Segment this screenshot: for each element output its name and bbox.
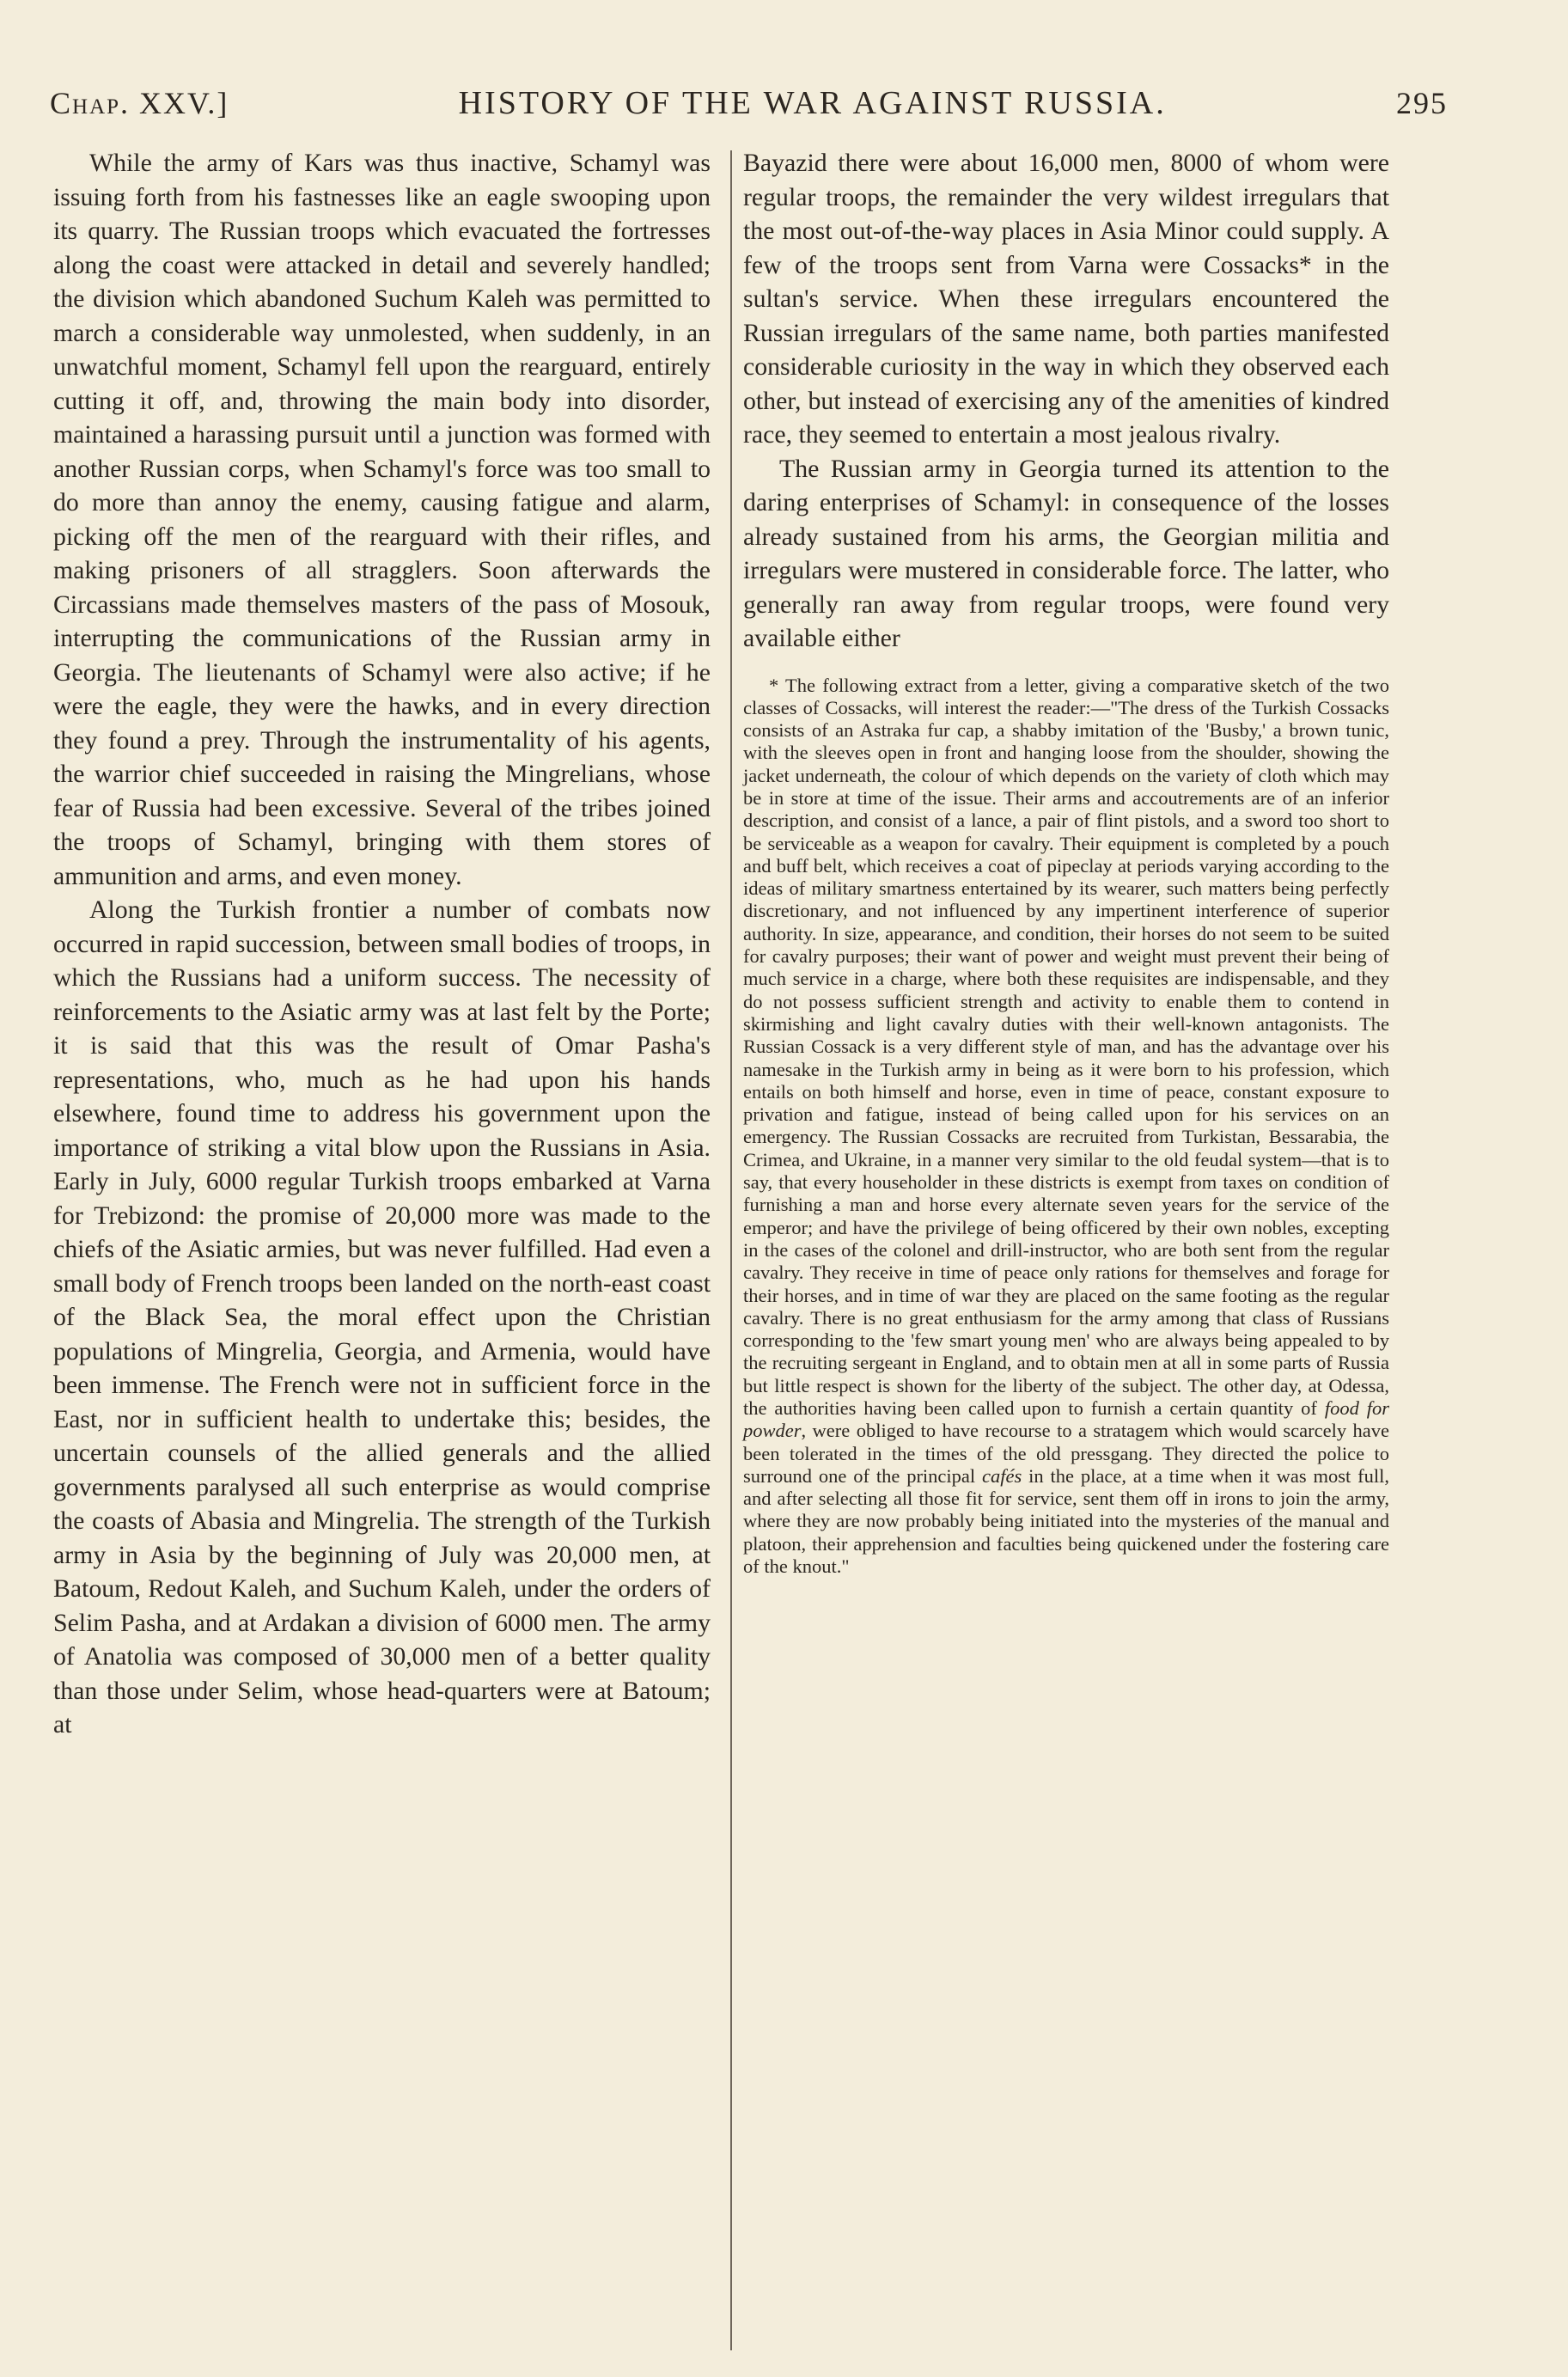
paragraph-russian-army-georgia: The Russian army in Georgia turned its attention to the daring enterprises of Schamyl: in consequence of the losses already sustained from his arms, the Georgian militia and irregulars were mustered in considerable force. The latter, who generally ran away from regular troops, were found very available either: [743, 454, 1389, 652]
right-column: [743, 146, 1389, 1598]
footnote-italic-word: cafés: [982, 1464, 1022, 1487]
column-divider: [730, 150, 732, 2350]
paragraph-turkish-frontier: Along the Turkish frontier a number of combats now occurred in rapid succession, between small bodies of troops, in which the Russians had a uniform success. The necessity of reinforcements to the Asiatic army was at last felt by the Porte; it is said that this was the result of Omar Pasha's representations, who, much as he had upon his hands elsewhere, found time to address his government upon the importance of striking a vital blow upon the Russians in Asia. Early in July, 6000 regular Turkish troops embarked at Varna for Trebizond: the promise of 20,000 more was made to the chiefs of the Asiatic armies, but was never fulfilled. Had even a small body of French troops been landed on the north-east coast of the Black Sea, the moral effect upon the Christian populations of Mingrelia, Georgia, and Armenia, would have been immense. The French were not in sufficient force in the East, nor in sufficient health to undertake this; besides, the uncertain counsels of the allied generals and the allied governments paralysed all such enterprise as would comprise the coasts of Abasia and Mingrelia. The strength of the Turkish army in Asia by the beginning of July was 20,000 men, at Batoum, Redout Kaleh, and Suchum Kaleh, under the orders of Selim Pasha, and at Ardakan a division of 6000 men. The army of Anatolia was composed of 30,000 men of a better quality than those under Selim, whose head-quarters were at Batoum; at: [53, 895, 711, 1738]
footnote-text-part-3: in the place, at a time when it was most full, and after selecting all those fit for service, sent them off in irons to join the army, where they are now probably being initiated into the mysteries of the manual and platoon, their apprehension and faculties being quickened under the fostering care of the knout.": [743, 1464, 1389, 1578]
footnote-text-part-1: * The following extract from a letter, giving a comparative sketch of the two classes of Cossacks, will interest the reader:—"The dress of the Turkish Cossacks consists of an Astraka fur cap, a shabby imitation of the 'Busby,' a brown tunic, with the sleeves open in front and hanging loose from the shoulder, showing the jacket underneath, the colour of which depends on the variety of cloth which may be in store at time of the issue. Their arms and accoutrements are of an inferior description, and consist of a lance, a pair of flint pistols, and a sword too short to be serviceable as a weapon for cavalry. Their equipment is completed by a pouch and buff belt, which receives a coat of pipeclay at periods varying according to the ideas of military smartness entertained by its wearer, such matters being perfectly discretionary, and not influenced by any impertinent interference of superior authority. In size, appearance, and condition, their horses do not seem to be suited for cavalry purposes; their want of power and weight must prevent their being of much service in a charge, where both these requisites are indispensable, and they do not possess sufficient strength and activity to enable them to contend in skirmishing and light cavalry duties with their well-known antagonists. The Russian Cossack is a very different style of man, and has the advantage over his namesake in the Turkish army in being as it were born to his profession, which entails on both himself and horse, even in time of peace, constant exposure to privation and fatigue, instead of being called upon for his services on an emergency. The Russian Cossacks are recruited from Turkistan, Bessarabia, the Crimea, and Ukraine, in a manner very similar to the old feudal system—that is to say, that every householder in these districts is exempt from taxes on condition of furnishing a man and horse every alternate seven years for the service of the emperor; and have the privilege of being officered by their own nobles, excepting in the cases of the colonel and drill-instructor, who are both sent from the regular cavalry. They receive in time of peace only rations for themselves and forage for their horses, and in time of war they are placed on the same footing as the regular cavalry. There is no great enthusiasm for the army among that class of Russians corresponding to the 'few smart young men' who are always being appealed to by the recruiting sergeant in England, and to obtain men at all in some parts of Russia but little respect is shown for the liberty of the subject. The other day, at Odessa, the authorities having been called upon to furnish a certain quantity of: [743, 674, 1389, 1419]
page-title: HISTORY OF THE WAR AGAINST RUSSIA.: [458, 85, 1167, 121]
footnote-text-part-2: , were obliged to have recourse to a stratagem which would scarcely have been tolerated in the times of the old pressgang. They directed the police to surround one of the principal: [743, 1420, 1389, 1487]
left-column: [53, 146, 711, 2360]
page-number: 295: [1395, 86, 1448, 120]
running-head: [50, 79, 1448, 127]
footnote-italic-phrase: food for powder: [743, 1397, 1390, 1442]
footnote-cossacks: [743, 675, 1389, 1579]
paragraph-schamyl: While the army of Kars was thus inactive, Schamyl was issuing forth from his fastnesses like an eagle swooping upon its quarry. The Russian troops which evacuated the fortresses along the coast were attacked in detail and severely handled; the division which abandoned Suchum Kaleh was permitted to march a considerable way unmolested, when suddenly, in an unwatchful moment, Schamyl fell upon the rearguard, entirely cutting it off, and, throwing the main body into disorder, maintained a harassing pursuit until a junction was formed with another Russian corps, when Schamyl's force was too small to do more than annoy the enemy, causing fatigue and alarm, picking off the men of the rearguard with their rifles, and making prisoners of all stragglers. Soon afterwards the Circassians made themselves masters of the pass of Mosouk, interrupting the communications of the Russian army in Georgia. The lieutenants of Schamyl were also active; if he were the eagle, they were the hawks, and in every direction they found a prey. Through the instrumentality of his agents, the warrior chief succeeded in raising the Mingrelians, whose fear of Russia had been excessive. Several of the tribes joined the troops of Schamyl, bringing with them stores of ammunition and arms, and even money.: [53, 149, 711, 890]
chapter-label: Chap. XXV.]: [50, 86, 229, 120]
paragraph-bayazid: Bayazid there were about 16,000 men, 8000 of whom were regular troops, the remainder the very wildest irregulars that the most out-of-the-way places in Asia Minor could supply. A few of the troops sent from Varna were Cossacks* in the sultan's service. When these irregulars encountered the Russian irregulars of the same name, both parties manifested considerable curiosity in the way in which they observed each other, but instead of exercising any of the amenities of kindred race, they seemed to entertain a most jealous rivalry.: [743, 149, 1389, 449]
